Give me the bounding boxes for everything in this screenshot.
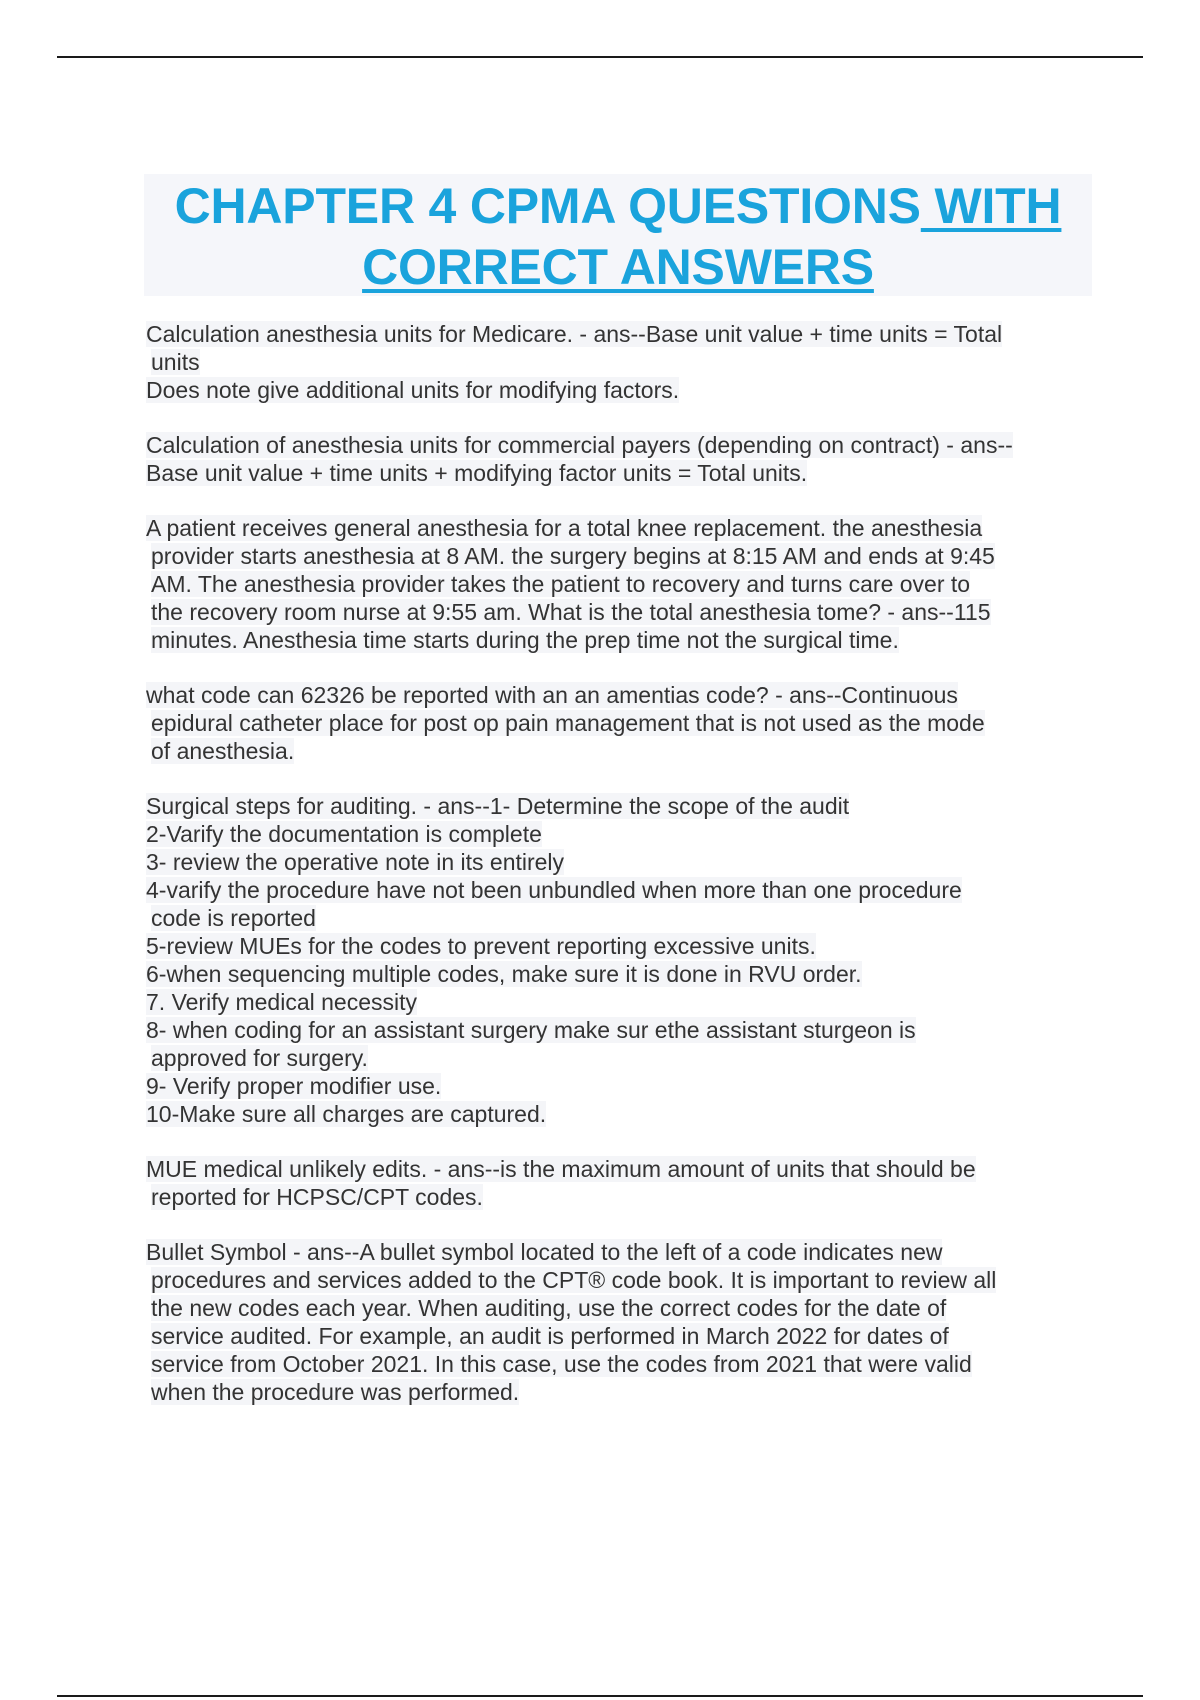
text-line: 4-varify the procedure have not been unbundled when more than one procedure — [146, 877, 962, 903]
text-line: minutes. Anesthesia time starts during the prep time not the surgical time. — [151, 627, 899, 653]
text-line: service audited. For example, an audit is performed in March 2022 for dates of — [151, 1323, 949, 1349]
text-line: Calculation anesthesia units for Medicare. - ans--Base unit value + time units = Total — [146, 321, 1003, 347]
title-block — [144, 174, 1092, 296]
text-line: service from October 2021. In this case, use the codes from 2021 that were valid — [151, 1351, 972, 1377]
text-line: procedures and services added to the CPT® code book. It is important to review all — [151, 1267, 997, 1293]
text-line: Does note give additional units for modifying factors. — [146, 377, 680, 403]
text-line: of anesthesia. — [151, 738, 295, 764]
text-line: Bullet Symbol - ans--A bullet symbol located to the left of a code indicates new — [146, 1239, 943, 1265]
text-line: Surgical steps for auditing. - ans--1- Determine the scope of the audit — [146, 793, 850, 819]
text-line: epidural catheter place for post op pain management that is not used as the mode — [151, 710, 985, 736]
text-line: Base unit value + time units + modifying factor units = Total units. — [146, 460, 808, 486]
text-line: 8- when coding for an assistant surgery make sur ethe assistant sturgeon is — [146, 1017, 916, 1043]
title-text-part3: CORRECT ANSWERS — [362, 239, 874, 295]
title-text-part1: CHAPTER 4 CPMA QUESTIONS — [174, 178, 921, 234]
title-text-part2: WITH — [920, 178, 1062, 234]
qa-paragraph-4 — [146, 681, 1092, 765]
text-line: the new codes each year. When auditing, use the correct codes for the date of — [151, 1295, 947, 1321]
qa-paragraph-6 — [146, 1155, 1092, 1211]
text-line: 5-review MUEs for the codes to prevent reporting excessive units. — [146, 933, 816, 959]
text-line: A patient receives general anesthesia for a total knee replacement. the anesthesia — [146, 515, 983, 541]
qa-paragraph-7 — [146, 1238, 1092, 1406]
top-rule — [57, 56, 1143, 58]
text-line: 2-Varify the documentation is complete — [146, 821, 542, 847]
text-line: 7. Verify medical necessity — [146, 989, 418, 1015]
text-line: approved for surgery. — [151, 1045, 368, 1071]
qa-paragraph-1 — [146, 320, 1092, 404]
text-line: the recovery room nurse at 9:55 am. What is the total anesthesia tome? - ans--115 — [151, 599, 991, 625]
text-line: code is reported — [151, 905, 316, 931]
bottom-rule — [57, 1695, 1143, 1697]
text-line: reported for HCPSC/CPT codes. — [151, 1184, 483, 1210]
text-line: 9- Verify proper modifier use. — [146, 1073, 442, 1099]
text-line: 3- review the operative note in its entirely — [146, 849, 565, 875]
page-title — [144, 174, 1092, 298]
qa-paragraph-3 — [146, 514, 1092, 654]
text-line: units — [151, 349, 200, 375]
document-body — [146, 320, 1092, 1433]
qa-paragraph-5 — [146, 792, 1092, 1128]
text-line: Calculation of anesthesia units for commercial payers (depending on contract) - ans-- — [146, 432, 1013, 458]
text-line: 6-when sequencing multiple codes, make sure it is done in RVU order. — [146, 961, 862, 987]
text-line: provider starts anesthesia at 8 AM. the surgery begins at 8:15 AM and ends at 9:45 — [151, 543, 995, 569]
qa-paragraph-2 — [146, 431, 1092, 487]
text-line: when the procedure was performed. — [151, 1379, 520, 1405]
text-line: 10-Make sure all charges are captured. — [146, 1101, 547, 1127]
text-line: AM. The anesthesia provider takes the patient to recovery and turns care over to — [151, 571, 971, 597]
text-line: MUE medical unlikely edits. - ans--is the maximum amount of units that should be — [146, 1156, 976, 1182]
text-line: what code can 62326 be reported with an an amentias code? - ans--Continuous — [146, 682, 958, 708]
